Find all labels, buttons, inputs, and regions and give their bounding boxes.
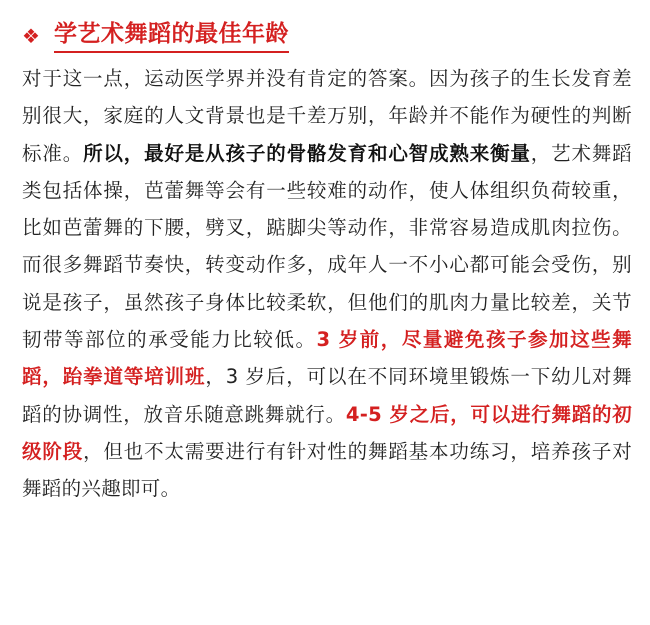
highlight-age-3: 3 岁前，尽量避免孩子参加这些舞蹈，跆拳道等培训班 (22, 328, 632, 389)
section-title: 学艺术舞蹈的最佳年龄 (54, 19, 289, 53)
body-paragraph (22, 60, 632, 508)
highlight-age-4-5: 4-5 岁之后，可以进行舞蹈的初级阶段 (22, 402, 632, 463)
intro-text: 对于这一点，运动医学界并没有肯定的答案。因为孩子的生长发育差别很大，家庭的人文背景也是千差万别，年龄并不能作为硬性的判断标准。 (22, 67, 632, 165)
diamond-bullet-icon: ❖ (22, 24, 40, 48)
middle-text: ，艺术舞蹈类包括体操，芭蕾舞等会有一些较难的动作，使人体组织负荷较重，比如芭蕾舞的下腰，劈叉，踮脚尖等动作，非常容易造成肌肉拉伤。而很多舞蹈节奏快，转变动作多，成年人一不小心都可能会受伤，别说是孩子，虽然孩子身体比较柔软，但他们的肌肉力量比较差，关节韧带等部位的承受能力比较低。 (22, 141, 632, 352)
closing-text: ，但也不太需要进行有针对性的舞蹈基本功练习，培养孩子对舞蹈的兴趣即可。 (22, 439, 632, 501)
section-heading (22, 18, 632, 54)
emphasis-text: 所以，最好是从孩子的骨骼发育和心智成熟来衡量 (83, 141, 531, 165)
after-age-3-text: ，3 岁后，可以在不同环境里锻炼一下幼儿对舞蹈的协调性，放音乐随意跳舞就行。 (22, 365, 632, 426)
